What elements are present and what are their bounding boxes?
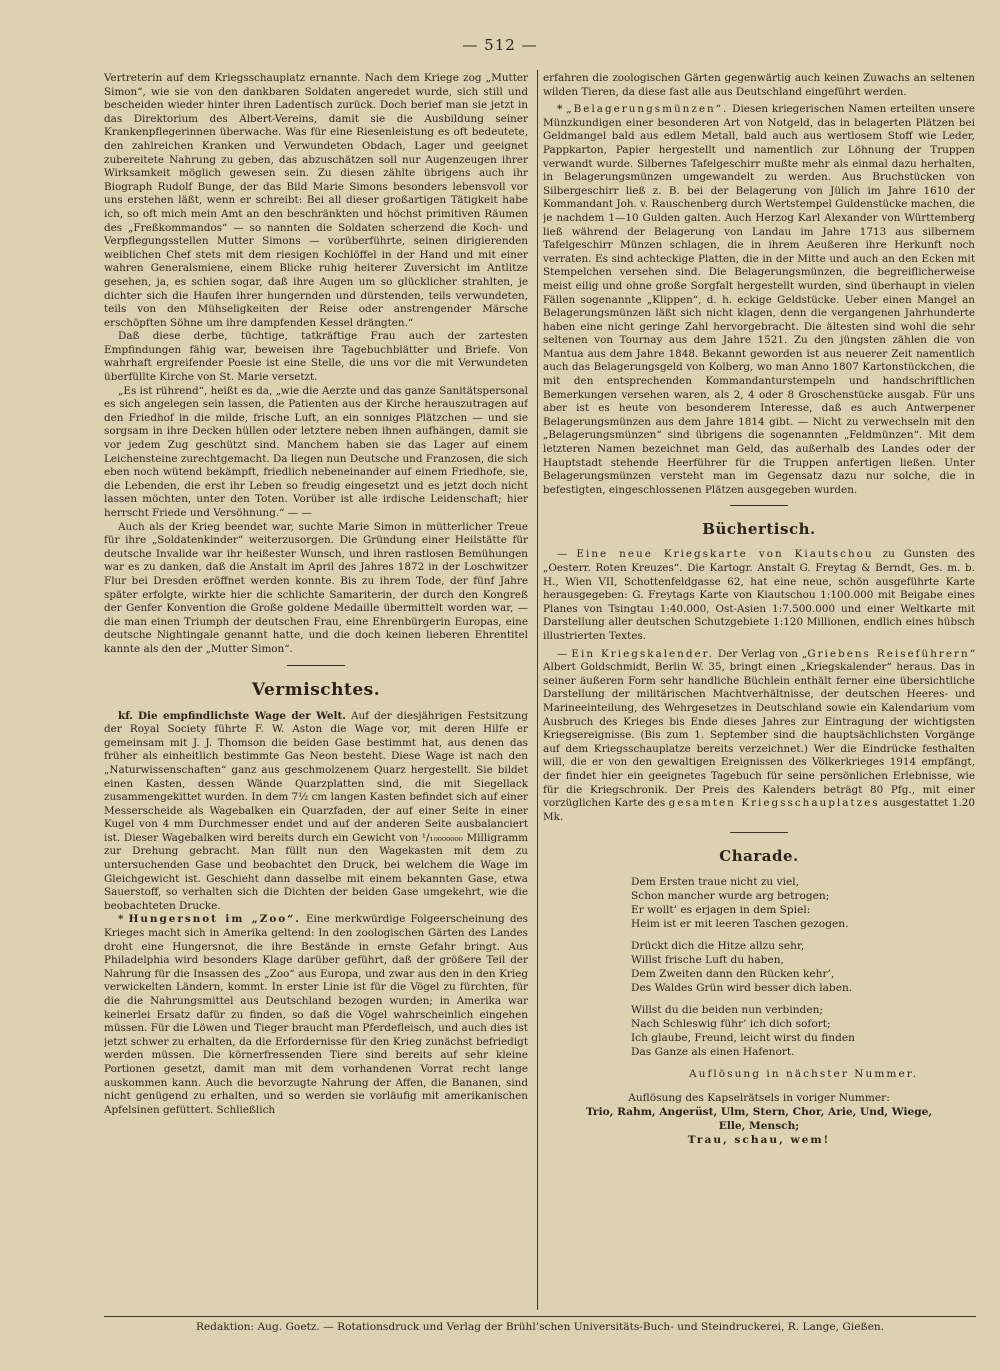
solution-line: Elle, Mensch;: [718, 1120, 800, 1133]
left-column: [104, 72, 528, 1312]
poem-line: Drückt dich die Hitze allzu sehr,: [631, 940, 805, 953]
item-heading: Ein Kriegskalender.: [571, 647, 714, 660]
item-tag: *: [557, 103, 563, 116]
footer-rule: [104, 1316, 976, 1317]
item-tag: *: [118, 913, 124, 926]
section-divider: [730, 832, 788, 833]
charade-poem: [631, 875, 975, 1059]
article-paragraph: Vertreterin auf dem Kriegsschauplatz ernannte. Nach dem Kriege zog „Mutter Simon“, wie sie von den dankbaren Soldaten angeredet wurde, sich still und bescheiden wieder hinter ihren Ladentisch zurück. Doch berief man sie jetzt in das Direktorium des Albert-Vereins, damit sie die Ausbildung seiner Krankenpflegerinnen überwache. Was für eine Riesenleistung es oft bedeutete, den zahlreichen Kranken und Verwundeten Obdach, Lager und geeignet zubereitete Nahrung zu geben, das abzuschätzen soll nur Augenzeugen ihrer Wirksamkeit möglich gewesen sein. Zu diesen zählte übrigens auch ihr Biograph Rudolf Bunge, der das Bild Marie Simons besonders lebensvoll vor uns erstehen läßt, wenn er schreibt: Bei all dieser großartigen Tätigkeit habe ich, so oft mich mein Amt an den beschränkten und höchst primitiven Räumen des „Freßkommandos“ — so nannten die Soldaten scherzend die Koch- und Verpflegungsstellen Mutter Simons — vorüberführte, seinen dirigierenden weiblichen Chef stets mit dem riesigen Kochlöffel in der Hand und mit einer wahren Generalsmiene, einem Blicke ruhig heiterer Zuversicht im Antlitze gesehen, ja, es schien sogar, daß ihre Augen um so glücklicher strahlten, je dichter sich die Haufen ihrer hungernden und dürstenden, teils verwundeten, teils von den Mühseligkeiten der Reise oder anstrengender Märsche erschöpften Söhne um ihre dampfenden Kessel drängten.“: [104, 72, 528, 329]
poem-line: Dem Ersten traue nicht zu viel,: [631, 876, 799, 889]
solution-line: Trio, Rahm, Angerüst, Ulm, Stern, Chor, Arie, Und, Wiege,: [585, 1106, 933, 1119]
item-text-spaced: Griebens Reiseführern: [807, 647, 970, 660]
item-tag: —: [557, 548, 568, 561]
item-text: Eine merkwürdige Folgeerscheinung des Krieges macht sich in Amerika geltend: In den zoologischen Gärten des Landes droht eine Hungersnot, die ihre Bestände in ernste Gefahr bringt. Aus Philadelphia wird besonders Klage darüber geführt, daß der größere Teil der Nahrung für die Insassen des „Zoo“ aus Europa, und zwar aus den in den Krieg verwickelten Ländern, kommt. In erster Linie ist für die Vögel zu fürchten, für die die Nahrungsmittel aus Deutschland bezogen wurden; in Amerika war keinerlei Ersatz dafür zu finden, so daß die Vögel wahrscheinlich eingehen müssen. Für die Löwen und Tieger braucht man Pferdefleisch, und auch dies ist jetzt schwer zu erhalten, da die Erfordernisse für den Krieg zunächst befriedigt werden müssen. Die körnerfressenden Tiere sind bereits auf sehr kleine Portionen gesetzt, damit man mit dem vorhandenen Vorrat recht lange auskommen kann. Auch die bevorzugte Nahrung der Affen, die Bananen, sind nicht genügend zu erhalten, und so werden sie vorläufig mit amerikanischen Apfelsinen gefüttert. Schließlich: [104, 913, 528, 1116]
item-text: zu Gunsten des „Oesterr. Roten Kreuzes“. Die Kartogr. Anstalt G. Freytag & Berndt, Ges. m. b. H., Wien VII, Schottenfeldgasse 62, hat eine neue, schön ausgeführte Karte herausgegeben: G. Freytags Karte von Kiautschou 1:100.000 mit Beigabe eines Planes von Tsingtau 1:40.000, Ost-Asien 1:7.500.000 und einer Weltkarte mit Darstellung aller deutschen Schutzgebiete 1:120 Millionen, endlich eines hübsch illustrierten Textes.: [543, 548, 975, 642]
page-number: — 512 —: [462, 36, 538, 54]
misc-item-zoo: [104, 913, 528, 1117]
poem-line: Willst frische Luft du haben,: [631, 954, 784, 967]
imprint-footer: Redaktion: Aug. Goetz. — Rotationsdruck und Verlag der Brühl’schen Universitäts-Buch- und Steindruckerei, R. Lange, Gießen.: [195, 1321, 885, 1333]
charade-title: Charade.: [719, 847, 799, 866]
item-text: Der Verlag von „: [717, 647, 808, 660]
misc-section-title: Vermischtes.: [251, 679, 381, 700]
poem-line: Des Waldes Grün wird besser dich laben.: [631, 982, 853, 995]
continuation-paragraph: erfahren die zoologischen Gärten gegenwärtig auch keinen Zuwachs an seltenen wilden Tieren, da diese fast alle aus Deutschland eingeführt werden.: [543, 72, 975, 98]
section-divider: [287, 665, 345, 666]
item-text: Auf der diesjährigen Festsitzung der Royal Society führte F. W. Aston die Wage vor, mit deren Hilfe er gemeinsam mit J. J. Thomson die beiden Gase bestimmt hat, aus denen das früher als einheitlich bestimmte Gas Neon besteht. Diese Wage ist nach den „Naturwissenschaften“ ganz aus geschmolzenem Quarz hergestellt. Sie bildet einen Kasten, dessen Wände Quarzplatten sind, die mit Siegellack zusammengekittet wurden. In dem 7½ cm langen Kasten befindet sich auf einer Messerscheide als Wagebalken ein Quarzfaden, der auf einer Seite in einer Kugel von 4 mm Durchmesser endet und auf der anderen Seite ausbalanciert ist. Dieser Wagebalken wird bereits durch ein Gewicht von ¹/₁₀₀₀₀₀₀₀ Milligramm zur Drehung gebracht. Man füllt nun den Wagekasten mit dem zu untersuchenden Gase und beobachtet den Druck, bei welchem die Wage im Gleichgewicht ist. Geschieht dann dasselbe mit einem bekannten Gase, etwa Sauerstoff, so verhalten sich die Dichten der beiden Gase umgekehrt, wie die beobachteten Drucke.: [104, 709, 528, 912]
poem-stanza: [631, 1003, 975, 1059]
right-column: [543, 72, 975, 1312]
item-text: “ Albert Goldschmidt, Berlin W. 35, bringt einen „Kriegskalender“ heraus. Das in seiner äußeren Form sehr handliche Büchlein enthält ferner eine übersichtliche Darstellung der militärischen Machtverhältnisse, der deutschen Heeres- und Marineeinteilung, des Wehrgesetzes in Deutschland sowie ein Kalendarium vom Ausbruch des Krieges bis Ende dieses Jahres zur Eintragung der wichtigsten Kriegsereignisse. (Bis zum 1. September sind die hauptsächlichsten Vorgänge auf dem Kriegsschauplatze bereits verzeichnet.) Wer die Eindrücke festhalten will, die er von den gewaltigen Ereignissen des Völkerkrieges 1914 empfängt, der findet hier ein geeignetes Tagebuch für seine persönlichen Erlebnisse, wie für die Kriegschronik. Der Preis des Kalenders beträgt 80 Pfg., mit einer vorzüglichen Karte des: [543, 647, 975, 810]
item-heading: Eine neue Kriegskarte von Kiautschou: [576, 548, 874, 561]
article-paragraph: Daß diese derbe, tüchtige, tatkräftige Frau auch der zartesten Empfindungen fähig war, beweisen ihre Tagebuchblätter und Briefe. Von wahrhaft ergreifender Poesie ist eine Stelle, die uns vor die mit Verwundeten überfüllte Kirche von St. Marie versetzt.: [104, 330, 528, 384]
item-heading: Die empfindlichste Wage der Welt.: [138, 709, 346, 722]
charade-note: Auflösung in nächster Nummer.: [689, 1068, 918, 1081]
column-rule: [537, 70, 538, 1310]
poem-line: Nach Schleswig führ’ ich dich sofort;: [631, 1018, 831, 1031]
article-paragraph: „Es ist rührend“, heißt es da, „wie die Aerzte und das ganze Sanitätspersonal es sich angelegen sein lassen, die Patienten aus der Kirche herauszutragen auf den Friedhof in die milde, frische Luft, an ein sonniges Plätzchen — und sie sorgsam in ihre Decken hüllen oder letztere neben ihnen aufhängen, damit sie vor jedem Zug geschützt sind. Manchem haben sie das Lager auf einem Leichensteine zurechtgemacht. Da liegen nun Deutsche und Franzosen, die sich eben noch wütend bekämpft, friedlich nebeneinander auf einem Friedhofe, sie, die Lebenden, die erst ihr Leben so freudig eingesetzt und es jetzt doch nicht lassen möchten, unter den Toten. Vorüber ist alle irdische Leidenschaft; hier herrscht Friede und Versöhnung.“ — —: [104, 384, 528, 519]
poem-stanza: [631, 939, 975, 995]
item-heading: Hungersnot im „Zoo“.: [128, 913, 301, 926]
poem-line: Ich glaube, Freund, leicht wirst du finden: [631, 1032, 855, 1045]
poem-line: Dem Zweiten dann den Rücken kehr’,: [631, 968, 835, 981]
poem-line: Willst du die beiden nun verbinden;: [631, 1004, 823, 1017]
poem-line: Das Ganze als einen Hafenort.: [631, 1046, 795, 1059]
solution-line: Trau, schau, wem!: [687, 1134, 831, 1147]
solution-heading: Auflösung des Kapselrätsels in voriger Nummer:: [628, 1092, 890, 1105]
item-text: ausgestattet 1.20 Mk.: [543, 797, 975, 823]
article-paragraph: Auch als der Krieg beendet war, suchte Marie Simon in mütterlicher Treue für ihre „Soldatenkinder“ weiterzusorgen. Die Gründung einer Heilstätte für deutsche Invalide war ihr heißester Wunsch, und ihren rastlosen Bemühungen war es zu danken, daß die Anstalt im April des Jahres 1872 in der Loschwitzer Flur bei Dresden eröffnet werden konnte. Bis zu ihrem Tode, der fünf Jahre später erfolgte, wirkte hier die schlichte Samariterin, der durch den Kongreß der Genfer Konvention die Große goldene Medaille übermittelt worden war, — die man einen Triumph der deutschen Frau, eine Ehrenbürgerin Europas, eine deutsche Nightingale genannt hatte, und die doch keinen lieberen Ehrentitel kannte als den der „Mutter Simon“.: [104, 520, 528, 655]
poem-line: Er wollt’ es erjagen in dem Spiel:: [631, 904, 811, 917]
book-item-calendar: [543, 648, 975, 825]
item-tag: kf.: [118, 709, 133, 722]
book-item-map: [543, 548, 975, 643]
books-section-title: Büchertisch.: [702, 520, 816, 539]
poem-stanza: [631, 875, 975, 931]
item-heading: „Belagerungsmünzen“.: [566, 103, 729, 116]
item-text-spaced: gesamten Kriegsschauplatzes: [668, 797, 880, 810]
poem-line: Heim ist er mit leeren Taschen gezogen.: [631, 918, 849, 931]
item-text: Diesen kriegerischen Namen erteilten unsere Münzkundigen einer besonderen Art von Notgeld, das in belagerten Plätzen bei Geldmangel bald aus edlem Metall, bald auch aus wertlosem Stoff wie Leder, Pappkarton, Papier hergestellt und namentlich zur Löhnung der Truppen verwandt wurde. Silbernes Tafelgeschirr mußte mehr als einmal dazu herhalten, in Belagerungsmünzen umgewandelt zu werden. Aus Bruchstücken von Silbergeschirr ließ z. B. bei der Belagerung von Jülich im Jahre 1610 der Kommandant Joh. v. Rauschenberg durch Wertstempel Guldenstücke machen, die je nachdem 1—10 Gulden galten. Auch Herzog Karl Alexander von Württemberg ließ während der Belagerung von Landau im Jahre 1713 aus silbernem Tafelgeschirr Münzen schlagen, die in ihrem Aeußeren ihre Herkunft noch verraten. Es sind achteckige Platten, die in der Mitte und auch an den Ecken mit Stempelchen versehen sind. Die Belagerungsmünzen, die begreiflicherweise meist eilig und ohne große Sorgfalt hergestellt wurden, sind überhaupt in vielen Fällen sogenannte „Klippen“, d. h. eckige Geldstücke. Ueber einen Mangel an Belagerungsmünzen läßt sich nicht klagen, denn die vergangenen Jahrhunderte haben eine nicht geringe Zahl hervorgebracht. Die ältesten sind wohl die sehr seltenen von Tournay aus dem Jahre 1521. Zu den jüngsten zählen die von Mantua aus dem Jahre 1848. Bekannt geworden ist aus neuerer Zeit namentlich auch das Belagerungsgeld von Kolberg, wo man Anno 1807 Kartonstückchen, die mit den entsprechenden Kommandanturstempeln und handschriftlichen Bemerkungen versehen waren, als 2, 4 oder 8 Groschenstücke ausgab. Für uns aber ist es heute von besonderem Interesse, daß es auch Antwerpener Belagerungsmünzen aus dem Jahre 1814 gibt. — Nicht zu verwechseln mit den „Belagerungsmünzen“ sind übrigens die sogenannten „Feldmünzen“. Mit dem letzteren Namen bezeichnet man Geld, das außerhalb des Landes oder der Hauptstadt stehende Heerführer für die Truppen anfertigen ließen. Unter Belagerungsmünzen versteht man im Gegensatz dazu nur solche, die in befestigten, eingeschlossenen Plätzen ausgegeben wurden.: [543, 103, 975, 496]
item-tag: —: [557, 647, 568, 660]
section-divider: [730, 505, 788, 506]
misc-item-siege-coins: [543, 103, 975, 497]
misc-item-scale: [104, 710, 528, 914]
poem-line: Schon mancher wurde arg betrogen;: [631, 890, 830, 903]
